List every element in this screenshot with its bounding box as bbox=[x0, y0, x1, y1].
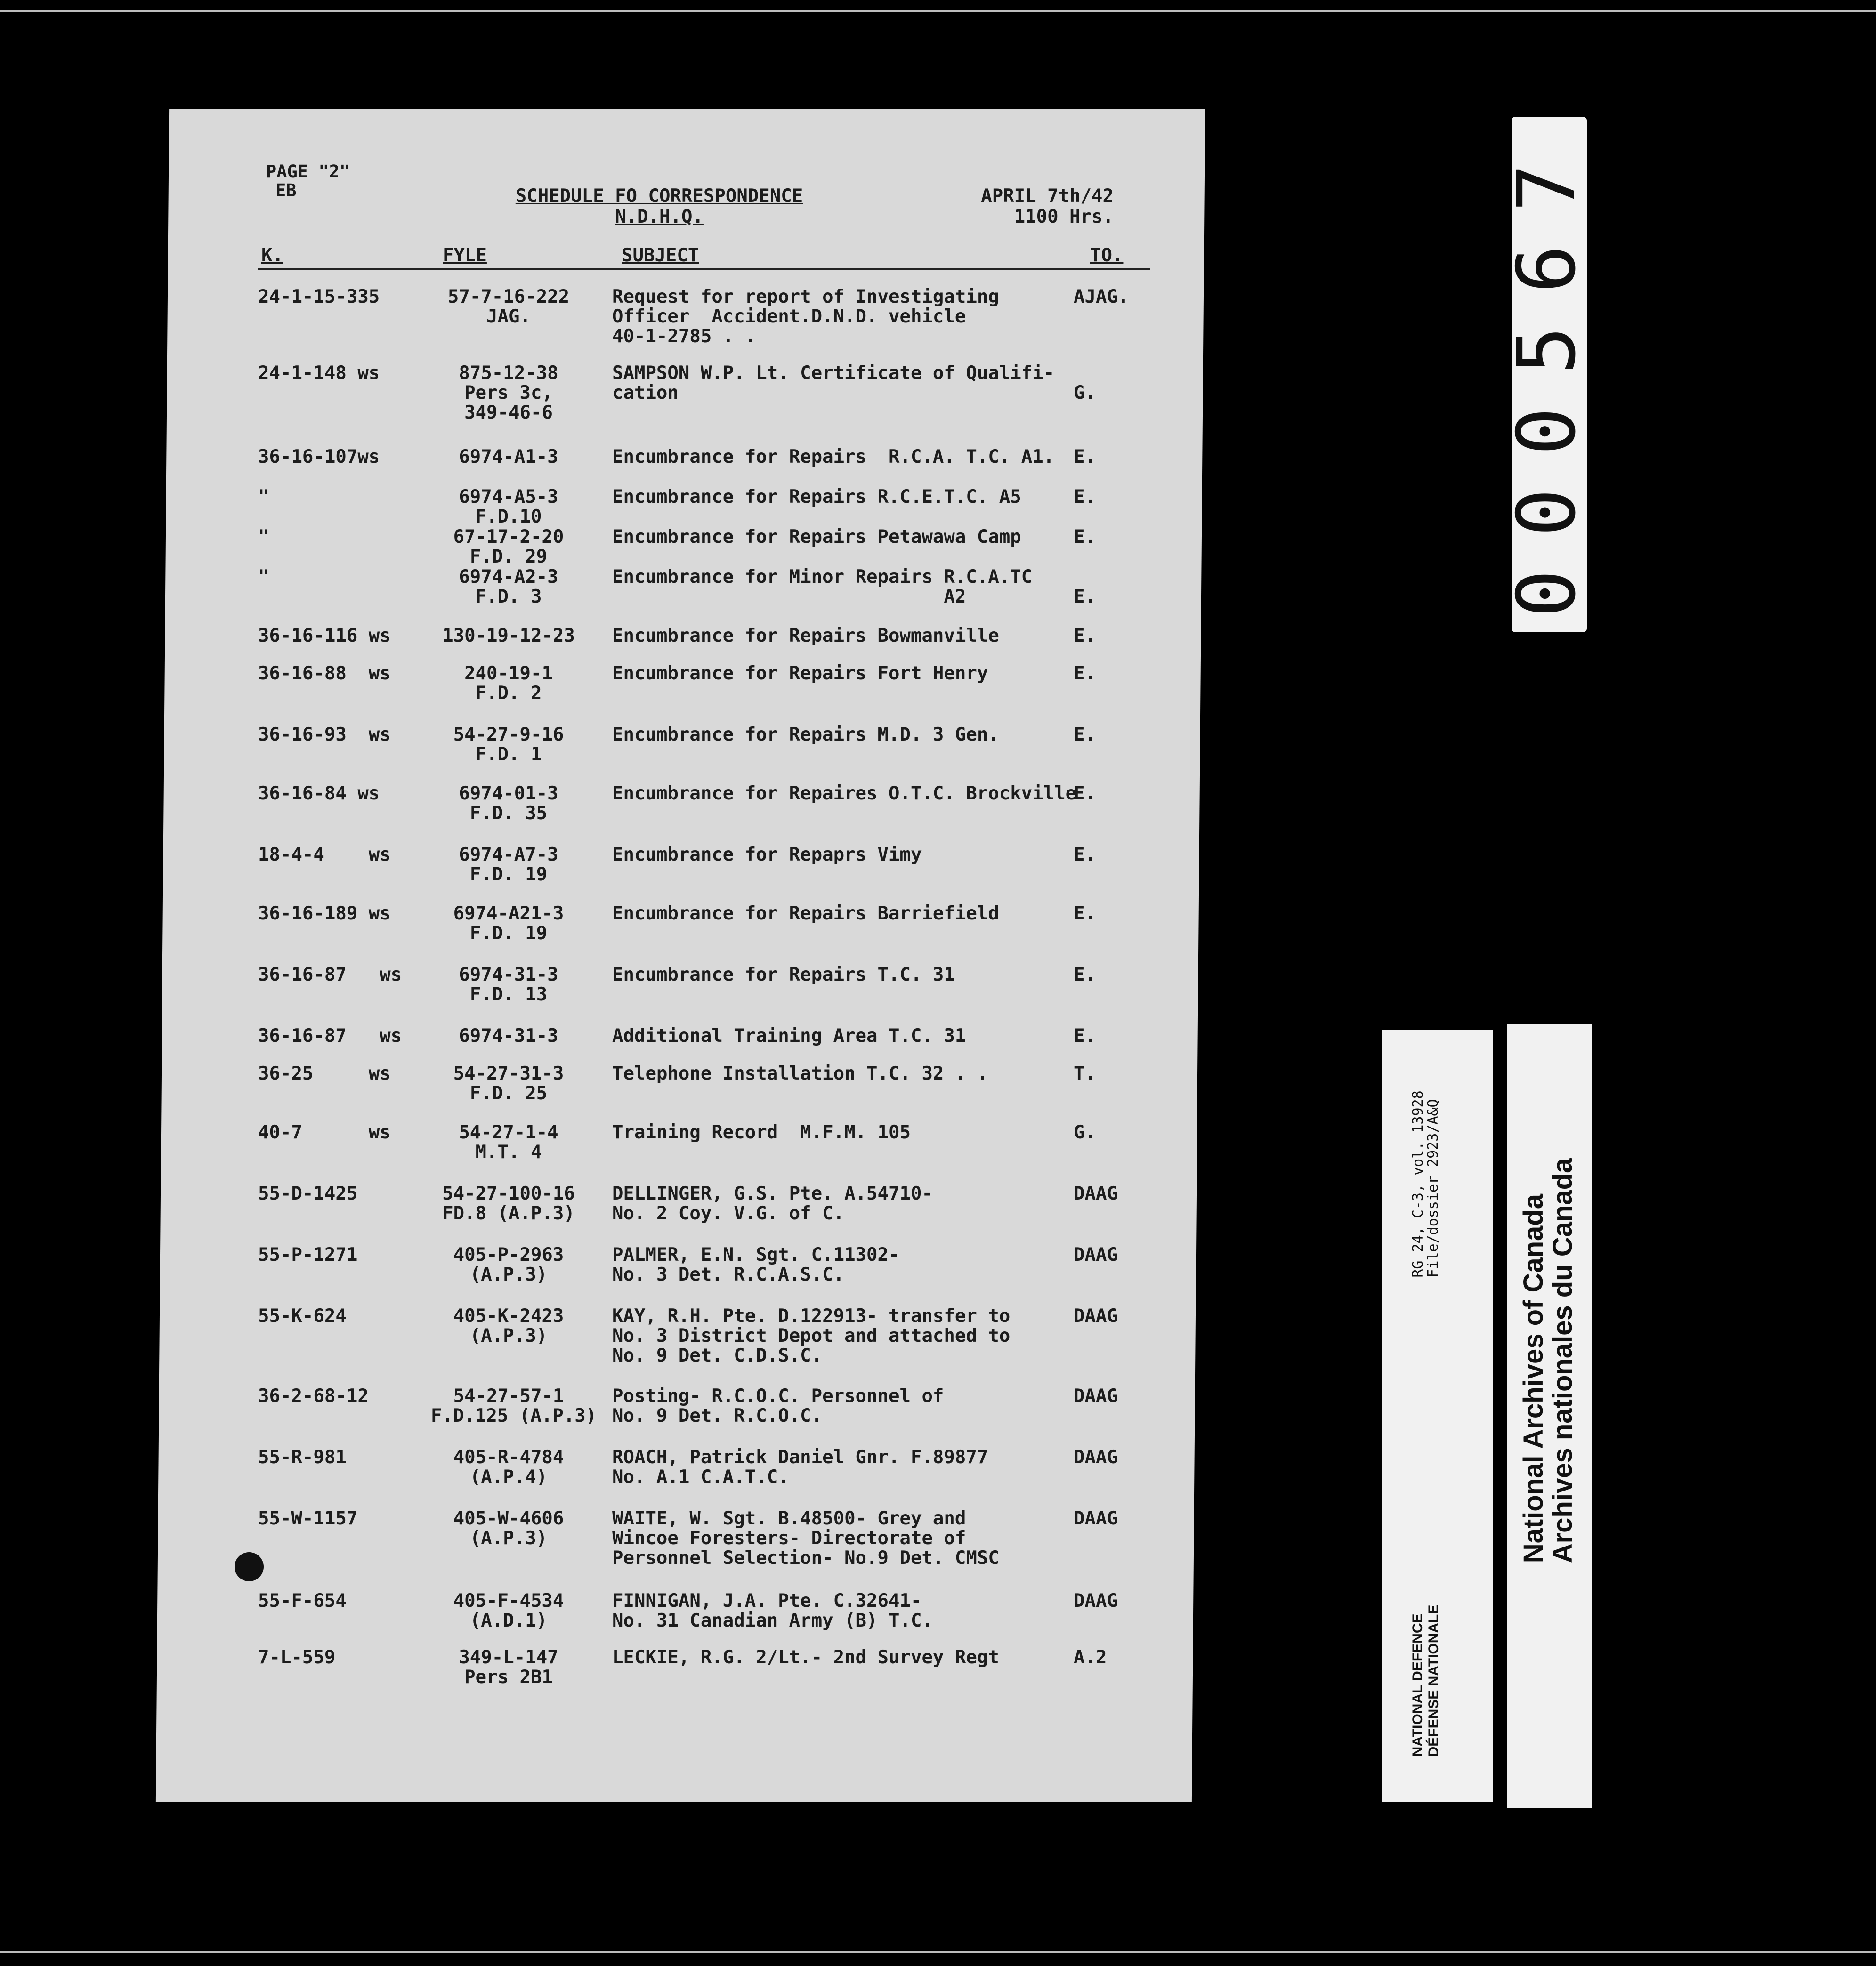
column-header-subject: SUBJECT bbox=[622, 245, 699, 266]
row-file-cell: 6974-A2-3 F.D. 3 bbox=[459, 566, 558, 607]
column-header-file: FYLE bbox=[443, 245, 487, 266]
page-number: PAGE "2" bbox=[266, 161, 350, 182]
row-file-cell: 240-19-1 F.D. 2 bbox=[464, 663, 553, 704]
row-k-cell: 36-16-87 ws bbox=[258, 964, 402, 985]
row-subject-cell: SAMPSON W.P. Lt. Certificate of Qualifi- cation bbox=[612, 363, 1055, 403]
row-to-cell: T. bbox=[1074, 1063, 1096, 1084]
row-to-cell: E. bbox=[1074, 625, 1096, 646]
row-to-cell: E. bbox=[1074, 1025, 1096, 1047]
row-k-cell: 24-1-148 ws bbox=[258, 363, 380, 384]
row-file-cell: 54-27-9-16 F.D. 1 bbox=[453, 724, 564, 765]
row-to-cell: E. bbox=[1074, 586, 1096, 607]
row-k-cell: 36-16-88 ws bbox=[258, 663, 391, 684]
row-file-cell: 54-27-31-3 F.D. 25 bbox=[453, 1063, 564, 1104]
row-k-cell: 36-2-68-12 bbox=[258, 1386, 369, 1407]
frame-top-line bbox=[0, 10, 1876, 12]
row-subject-cell: Encumbrance for Repairs Petawawa Camp bbox=[612, 526, 1021, 548]
row-file-cell: 405-W-4606 (A.P.3) bbox=[453, 1508, 564, 1549]
row-subject-cell: Encumbrance for Repaprs Vimy bbox=[612, 844, 922, 865]
row-to-cell: DAAG bbox=[1074, 1183, 1118, 1204]
row-file-cell: 54-27-100-16 FD.8 (A.P.3) bbox=[442, 1183, 575, 1224]
row-to-cell: DAAG bbox=[1074, 1305, 1118, 1327]
row-subject-cell: Encumbrance for Repairs T.C. 31 bbox=[612, 964, 955, 985]
row-to-cell: E. bbox=[1074, 844, 1096, 865]
row-subject-cell: Additional Training Area T.C. 31 bbox=[612, 1025, 966, 1047]
row-file-cell: 54-27-1-4 M.T. 4 bbox=[459, 1122, 558, 1163]
row-to-cell: G. bbox=[1074, 1122, 1096, 1143]
frame-number: 000567 bbox=[1500, 130, 1593, 618]
row-subject-cell: Telephone Installation T.C. 32 . . bbox=[612, 1063, 988, 1084]
row-subject-cell: LECKIE, R.G. 2/Lt.- 2nd Survey Regt bbox=[612, 1647, 999, 1668]
row-to-cell: E. bbox=[1074, 724, 1096, 745]
column-header-to: TO. bbox=[1090, 245, 1124, 266]
row-file-cell: 6974-A5-3 F.D.10 bbox=[459, 486, 558, 527]
row-subject-cell: Training Record M.F.M. 105 bbox=[612, 1122, 911, 1143]
row-file-cell: 405-K-2423 (A.P.3) bbox=[453, 1305, 564, 1346]
row-file-cell: 54-27-57-1 F.D.125 (A.P.3) bbox=[431, 1386, 597, 1426]
row-file-cell: 6974-31-3 bbox=[459, 1025, 558, 1047]
row-k-cell: 36-16-189 ws bbox=[258, 903, 391, 924]
row-k-cell: 7-L-559 bbox=[258, 1647, 336, 1668]
archives-name: National Archives of Canada Archives nationales du Canada bbox=[1518, 1158, 1578, 1563]
row-file-cell: 6974-01-3 F.D. 35 bbox=[459, 783, 558, 824]
row-to-cell: E. bbox=[1074, 486, 1096, 508]
row-to-cell: DAAG bbox=[1074, 1447, 1118, 1468]
row-k-cell: 55-R-981 bbox=[258, 1447, 347, 1468]
row-subject-cell: DELLINGER, G.S. Pte. A.54710- No. 2 Coy. V.G. of C. bbox=[612, 1183, 933, 1224]
row-k-cell: 36-16-84 ws bbox=[258, 783, 380, 804]
title-line-1: SCHEDULE FO CORRESPONDENCE bbox=[515, 185, 803, 207]
date-block bbox=[935, 186, 1114, 227]
row-to-cell: E. bbox=[1074, 964, 1096, 985]
row-subject-cell: Encumbrance for Minor Repairs R.C.A.TC A2 bbox=[612, 566, 1033, 607]
row-file-cell: 875-12-38 Pers 3c, 349-46-6 bbox=[459, 363, 558, 423]
row-subject-cell: ROACH, Patrick Daniel Gnr. F.89877 No. A.1 C.A.T.C. bbox=[612, 1447, 988, 1488]
row-to-cell: E. bbox=[1074, 446, 1096, 467]
row-k-cell: 36-16-116 ws bbox=[258, 625, 391, 646]
row-file-cell: 405-F-4534 (A.D.1) bbox=[453, 1590, 564, 1631]
row-k-cell: 55-F-654 bbox=[258, 1590, 347, 1611]
row-k-cell: 55-W-1157 bbox=[258, 1508, 358, 1529]
row-k-cell: 55-P-1271 bbox=[258, 1244, 358, 1265]
row-k-cell: 55-K-624 bbox=[258, 1305, 347, 1327]
title-line-2: N.D.H.Q. bbox=[615, 206, 704, 227]
row-k-cell: " bbox=[258, 526, 269, 548]
row-k-cell: " bbox=[258, 486, 269, 508]
row-subject-cell: Encumbrance for Repairs M.D. 3 Gen. bbox=[612, 724, 999, 745]
page-number-block bbox=[266, 162, 350, 200]
row-to-cell: G. bbox=[1074, 382, 1096, 403]
department-name: NATIONAL DEFENCE DÉFENSE NATIONALE bbox=[1410, 1604, 1441, 1757]
row-k-cell: 24-1-15-335 bbox=[258, 286, 380, 307]
row-to-cell: DAAG bbox=[1074, 1590, 1118, 1611]
row-subject-cell: PALMER, E.N. Sgt. C.11302- No. 3 Det. R.C.A.S.C. bbox=[612, 1244, 900, 1285]
row-k-cell: 40-7 ws bbox=[258, 1122, 391, 1143]
header-rule bbox=[258, 268, 1150, 270]
row-k-cell: 36-16-107ws bbox=[258, 446, 380, 467]
archive-reference: RG 24, C-3, vol. 13928 File/dossier 2923/A&Q bbox=[1410, 1090, 1441, 1278]
page-initials: EB bbox=[275, 180, 297, 201]
row-file-cell: 130-19-12-23 bbox=[442, 625, 575, 646]
row-subject-cell: Posting- R.C.O.C. Personnel of No. 9 Det. R.C.O.C. bbox=[612, 1386, 944, 1426]
document-title bbox=[471, 186, 848, 227]
row-k-cell: 36-16-93 ws bbox=[258, 724, 391, 745]
punch-hole bbox=[234, 1552, 264, 1581]
row-subject-cell: FINNIGAN, J.A. Pte. C.32641- No. 31 Canadian Army (B) T.C. bbox=[612, 1590, 933, 1631]
row-k-cell: " bbox=[258, 566, 269, 588]
row-subject-cell: KAY, R.H. Pte. D.122913- transfer to No. 3 District Depot and attached to No. 9 Det. C.D.S.C. bbox=[612, 1305, 1011, 1366]
document-time: 1100 Hrs. bbox=[1014, 206, 1114, 227]
row-k-cell: 36-25 ws bbox=[258, 1063, 391, 1084]
row-file-cell: 6974-31-3 F.D. 13 bbox=[459, 964, 558, 1005]
row-file-cell: 6974-A1-3 bbox=[459, 446, 558, 467]
document-date: APRIL 7th/42 bbox=[981, 185, 1114, 207]
row-to-cell: E. bbox=[1074, 903, 1096, 924]
row-file-cell: 349-L-147 Pers 2B1 bbox=[459, 1647, 558, 1688]
row-file-cell: 6974-A7-3 F.D. 19 bbox=[459, 844, 558, 885]
row-subject-cell: WAITE, W. Sgt. B.48500- Grey and Wincoe Foresters- Directorate of Personnel Selection- No.9 Det. CMSC bbox=[612, 1508, 999, 1569]
row-file-cell: 405-R-4784 (A.P.4) bbox=[453, 1447, 564, 1488]
row-subject-cell: Encumbrance for Repaires O.T.C. Brockville bbox=[612, 783, 1077, 804]
row-to-cell: DAAG bbox=[1074, 1386, 1118, 1407]
row-subject-cell: Encumbrance for Repairs Barriefield bbox=[612, 903, 999, 924]
row-file-cell: 67-17-2-20 F.D. 29 bbox=[453, 526, 564, 567]
row-to-cell: DAAG bbox=[1074, 1508, 1118, 1529]
row-subject-cell: Request for report of Investigating Officer Accident.D.N.D. vehicle 40-1-2785 . . bbox=[612, 286, 999, 347]
row-subject-cell: Encumbrance for Repairs R.C.A. T.C. A1. bbox=[612, 446, 1055, 467]
frame-bottom-line bbox=[0, 1951, 1876, 1953]
row-to-cell: AJAG. bbox=[1074, 286, 1129, 307]
row-subject-cell: Encumbrance for Repairs R.C.E.T.C. A5 bbox=[612, 486, 1021, 508]
row-subject-cell: Encumbrance for Repairs Fort Henry bbox=[612, 663, 988, 684]
column-header-k: K. bbox=[261, 245, 283, 266]
row-file-cell: 405-P-2963 (A.P.3) bbox=[453, 1244, 564, 1285]
row-to-cell: A.2 bbox=[1074, 1647, 1107, 1668]
row-k-cell: 18-4-4 ws bbox=[258, 844, 391, 865]
row-file-cell: 6974-A21-3 F.D. 19 bbox=[453, 903, 564, 944]
row-to-cell: E. bbox=[1074, 783, 1096, 804]
row-k-cell: 55-D-1425 bbox=[258, 1183, 358, 1204]
row-to-cell: E. bbox=[1074, 663, 1096, 684]
row-subject-cell: Encumbrance for Repairs Bowmanville bbox=[612, 625, 999, 646]
row-file-cell: 57-7-16-222 JAG. bbox=[447, 286, 570, 327]
row-to-cell: DAAG bbox=[1074, 1244, 1118, 1265]
row-to-cell: E. bbox=[1074, 526, 1096, 548]
row-k-cell: 36-16-87 ws bbox=[258, 1025, 402, 1047]
